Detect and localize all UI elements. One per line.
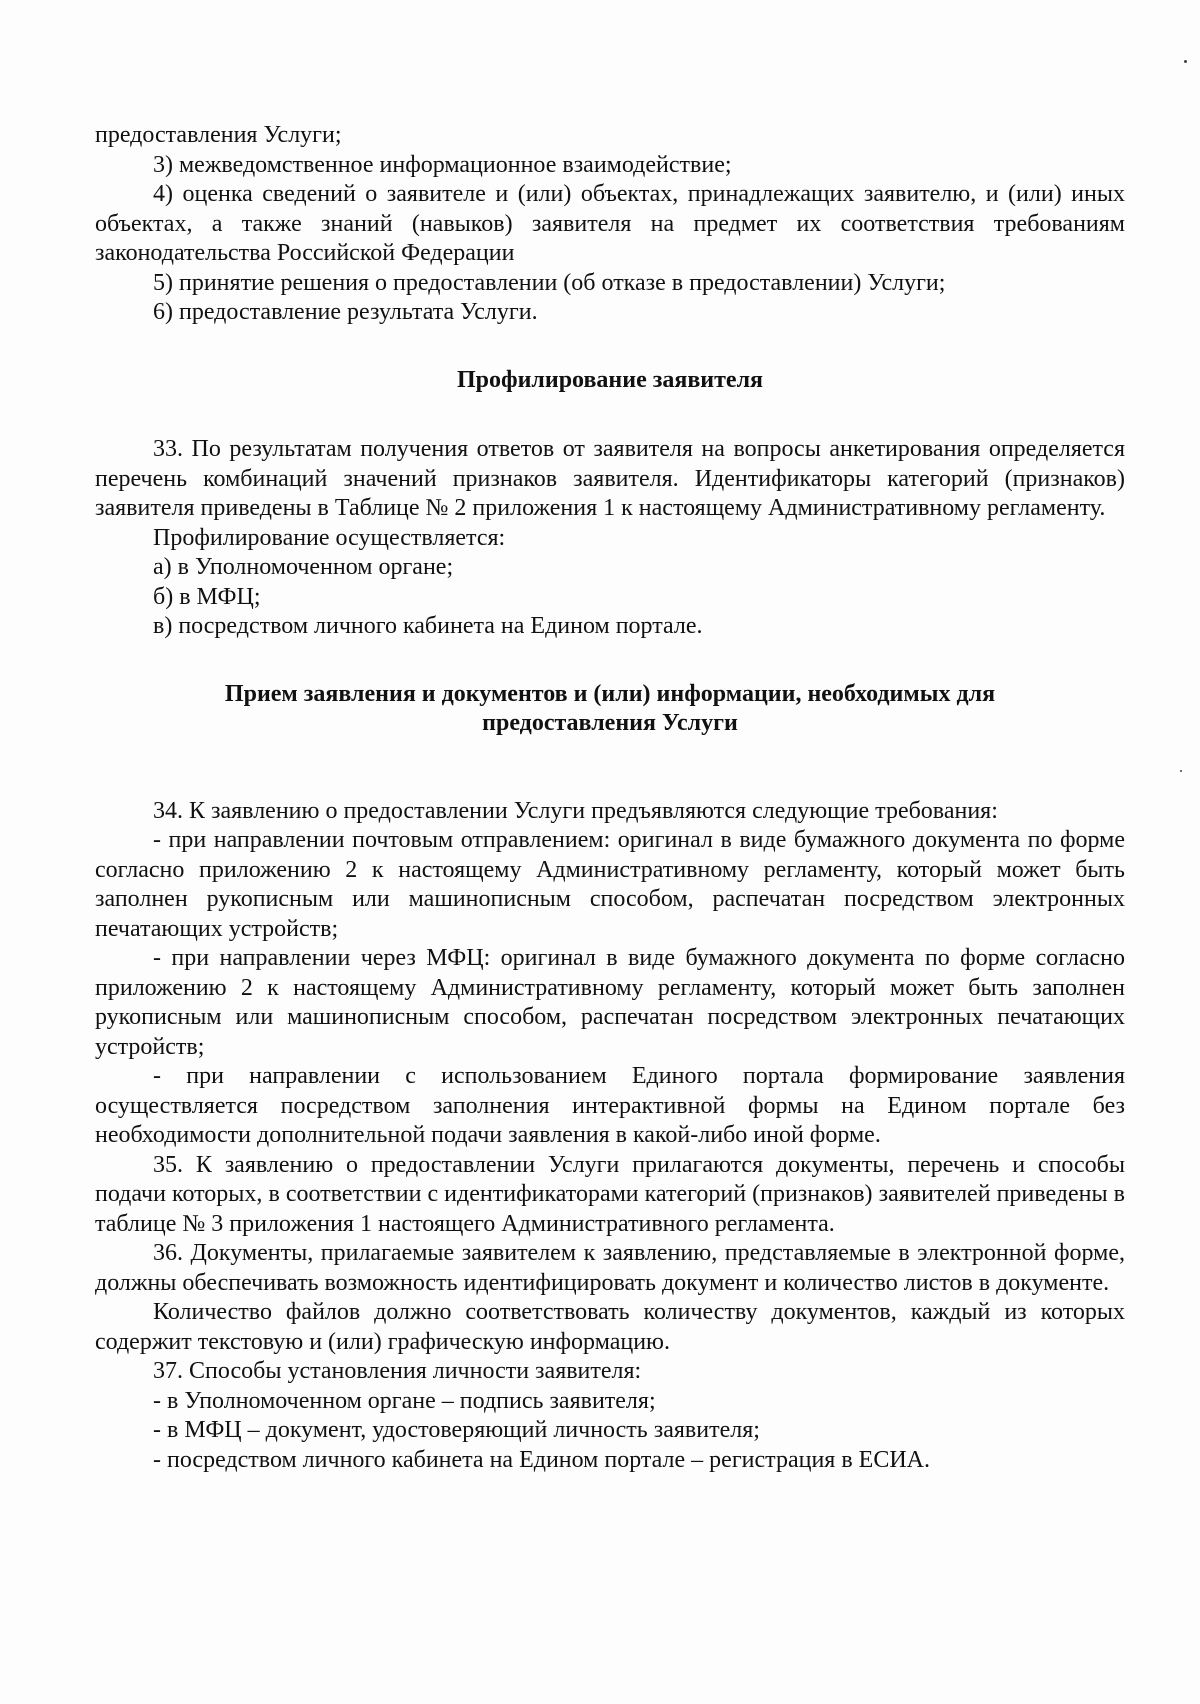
paragraph-37: 37. Способы установления личности заявителя: [153, 1358, 642, 1384]
paragraph-34: 34. К заявлению о предоставлении Услуги предъявляются следующие требования: [153, 797, 998, 824]
intro-item-4: 4) оценка сведений о заявителе и (или) объектах, принадлежащих заявителю, и (или) иных объектах, а также знаний (навыков) заявителя на предмет их соответствия требованиям законодательства Российской Федерации [95, 181, 1125, 266]
paragraph-34-mail: - при направлении почтовым отправлением: оригинал в виде бумажного документа по форме согласно приложению 2 к настоящему Административному регламенту, который может быть заполнен рукописным или машинописным способом, распечатан посредством электронных печатающих устройств; [95, 827, 1125, 942]
section-heading-profiling: Профилирование заявителя [456, 366, 764, 393]
paragraph-36-files: Количество файлов должно соответствовать количеству документов, каждый из которых содержит текстовую и (или) графическую информацию. [95, 1299, 1125, 1355]
scan-speck [1184, 60, 1187, 63]
intro-item-5: 5) принятие решения о предоставлении (об отказе в предоставлении) Услуги; [153, 269, 946, 296]
paragraph-35: 35. К заявлению о предоставлении Услуги прилагаются документы, перечень и способы подачи которых, в соответствии с идентификаторами категорий (признаков) заявителей приведены в таблице № 3 приложения 1 настоящего Административного регламента. [95, 1151, 1125, 1237]
profiling-item-a: а) в Уполномоченном органе; [153, 554, 454, 580]
profiling-item-c: в) посредством личного кабинета на Едином портале. [153, 613, 703, 639]
intro-continuation: предоставления Услуги; [95, 122, 342, 148]
paragraph-33: 33. По результатам получения ответов от заявителя на вопросы анкетирования определяется перечень комбинаций значений признаков заявителя. Идентификаторы категорий (признаков) заявителя приведены в Таблице № 2 приложения 1 к настоящему Административному регламенту. [95, 436, 1125, 521]
section-heading-application-line1: Прием заявления и документов и (или) информации, необходимых для [224, 680, 996, 707]
section-heading-application-line2: предоставления Услуги [482, 710, 738, 736]
document-body [95, 121, 1125, 1475]
profiling-intro: Профилирование осуществляется: [153, 524, 506, 551]
profiling-item-b: б) в МФЦ; [153, 583, 261, 610]
paragraph-36: 36. Документы, прилагаемые заявителем к заявлению, представляемые в электронной форме, должны обеспечивать возможность идентифицировать документ и количество листов в документе. [95, 1240, 1125, 1296]
paragraph-34-mfc: - при направлении через МФЦ: оригинал в виде бумажного документа по форме согласно приложению 2 к настоящему Административному регламенту, который может быть заполнен рукописным или машинописным способом, распечатан посредством электронных печатающих устройств; [95, 945, 1125, 1060]
intro-item-3: 3) межведомственное информационное взаимодействие; [153, 151, 732, 178]
scan-speck [1180, 770, 1182, 772]
intro-item-6: 6) предоставление результата Услуги. [153, 299, 538, 325]
paragraph-37-item-2: - в МФЦ – документ, удостоверяющий личность заявителя; [153, 1417, 760, 1443]
paragraph-37-item-1: - в Уполномоченном органе – подпись заявителя; [153, 1387, 656, 1414]
section-heading-application [95, 680, 1125, 739]
paragraph-34-portal: - при направлении с использованием Единого портала формирование заявления осуществляется посредством заполнения интерактивной формы на Едином портале без необходимости дополнительной подачи заявления в какой-либо иной форме. [95, 1063, 1125, 1148]
paragraph-37-item-3: - посредством личного кабинета на Едином портале – регистрация в ЕСИА. [153, 1446, 930, 1473]
